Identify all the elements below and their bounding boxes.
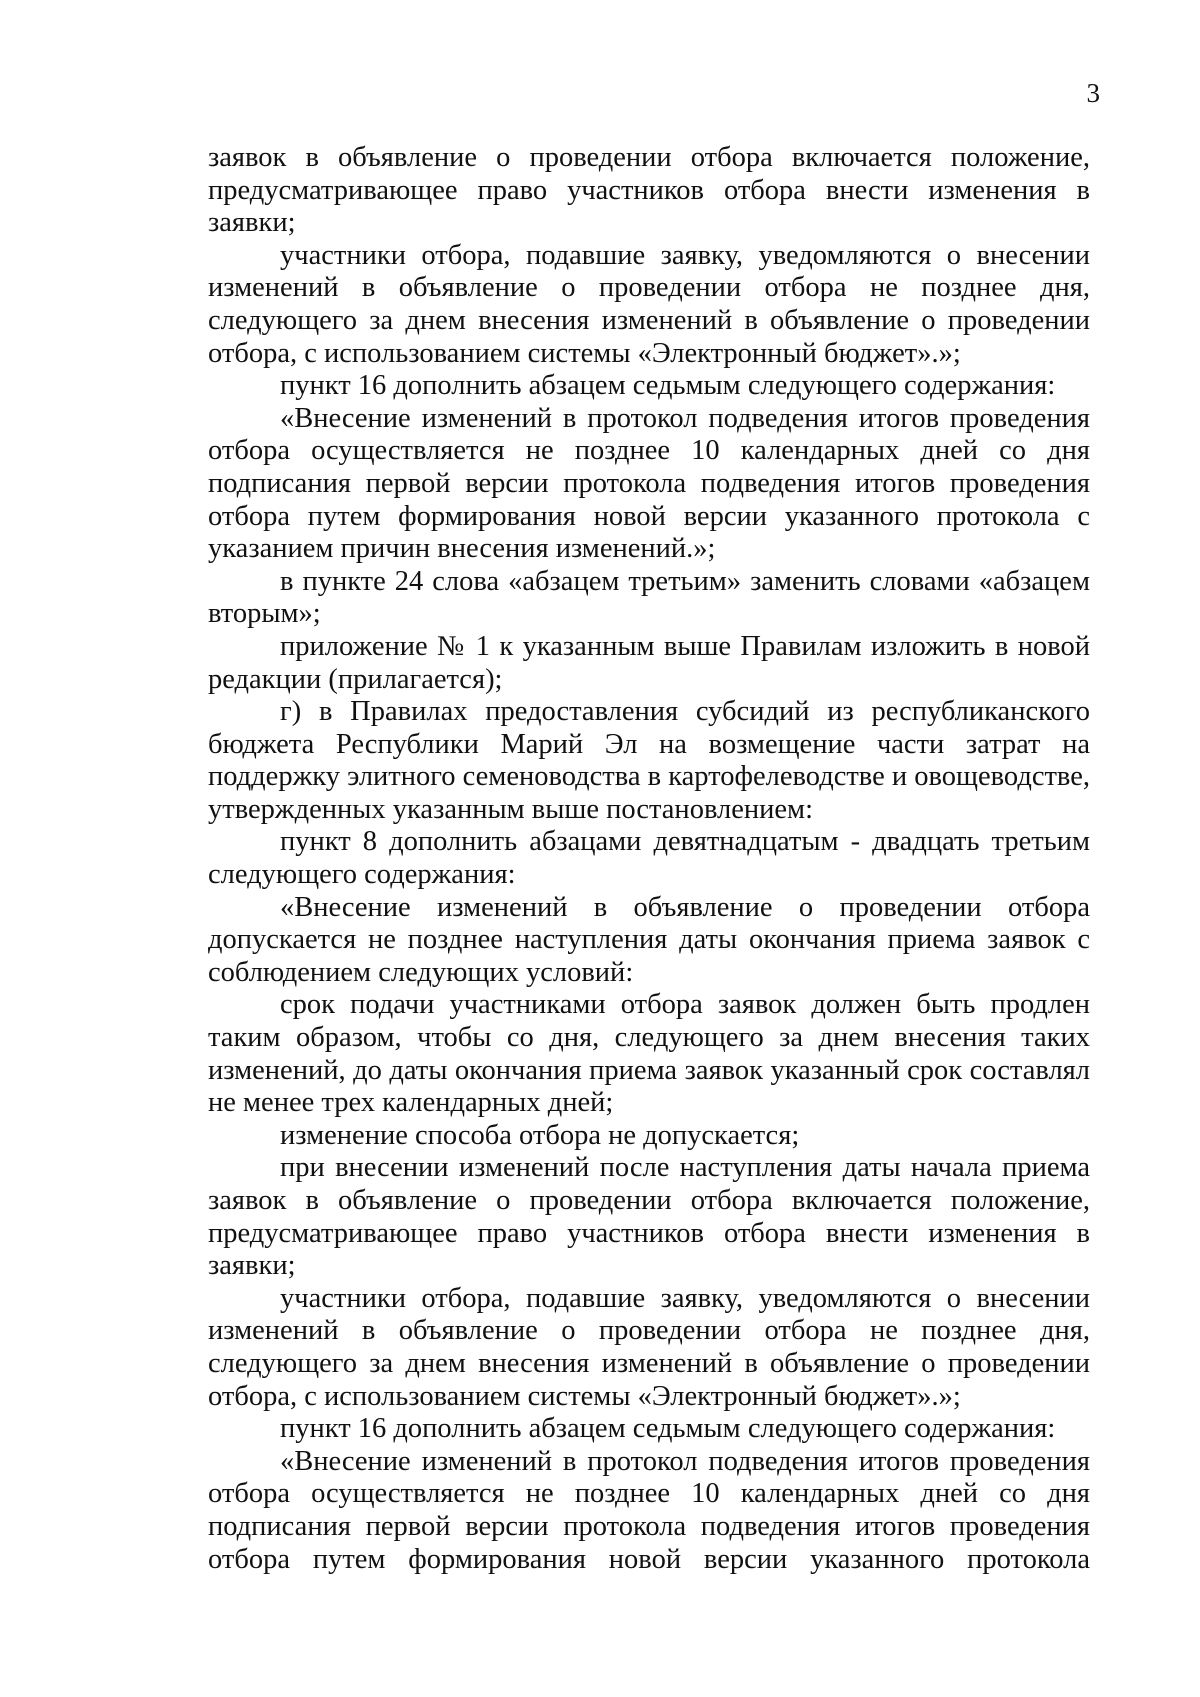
paragraph-7: г) в Правилах предоставления субсидий из республиканского бюджета Республики Марий Эл на возмещение части затрат на поддержку элитного семеноводства в картофелеводстве и овощеводстве, утвержденных указанным выше постановлением: <box>208 696 1090 825</box>
paragraph-4: «Внесение изменений в протокол подведения итогов проведения отбора осуществляется не позднее 10 календарных дней со дня подписания первой версии протокола подведения итогов проведения отбора путем формирования новой версии указанного протокола с указанием причин внесения изменений.»; <box>208 402 1090 565</box>
paragraph-12: при внесении изменений после наступления даты начала приема заявок в объявление о проведении отбора включается положение, предусматривающее право участников отбора внести изменения в заявки; <box>208 1152 1090 1282</box>
paragraph-14: пункт 16 дополнить абзацем седьмым следующего содержания: <box>280 1413 1056 1445</box>
paragraph-1: заявок в объявление о проведении отбора включается положение, предусматривающее право участников отбора внести изменения в заявки; <box>208 142 1090 239</box>
paragraph-3: пункт 16 дополнить абзацем седьмым следующего содержания: <box>280 370 1056 402</box>
paragraph-2: участники отбора, подавшие заявку, уведомляются о внесении изменений в объявление о проведении отбора не позднее дня, следующего за днем внесения изменений в объявление о проведении отбора, с использованием системы «Электронный бюджет».»; <box>208 239 1090 369</box>
document-body <box>208 142 1090 1576</box>
paragraph-6: приложение № 1 к указанным выше Правилам изложить в новой редакции (прилагается); <box>208 630 1090 695</box>
paragraph-11: изменение способа отбора не допускается; <box>280 1119 800 1151</box>
paragraph-8: пункт 8 дополнить абзацами девятнадцатым - двадцать третьим следующего содержания: <box>208 826 1090 891</box>
paragraph-5: в пункте 24 слова «абзацем третьим» заменить словами «абзацем вторым»; <box>208 565 1090 630</box>
paragraph-9: «Внесение изменений в объявление о проведении отбора допускается не позднее наступления даты окончания приема заявок с соблюдением следующих условий: <box>208 891 1090 988</box>
paragraph-13: участники отбора, подавшие заявку, уведомляются о внесении изменений в объявление о проведении отбора не позднее дня, следующего за днем внесения изменений в объявление о проведении отбора, с использованием системы «Электронный бюджет».»; <box>208 1282 1090 1412</box>
paragraph-15: «Внесение изменений в протокол подведения итогов проведения отбора осуществляется не позднее 10 календарных дней со дня подписания первой версии протокола подведения итогов проведения отбора путем формирования новой версии указанного протокола <box>208 1445 1090 1575</box>
paragraph-10: срок подачи участниками отбора заявок должен быть продлен таким образом, чтобы со дня, следующего за днем внесения таких изменений, до даты окончания приема заявок указанный срок составлял не менее трех календарных дней; <box>208 989 1090 1119</box>
page-number: 3 <box>1086 78 1100 108</box>
